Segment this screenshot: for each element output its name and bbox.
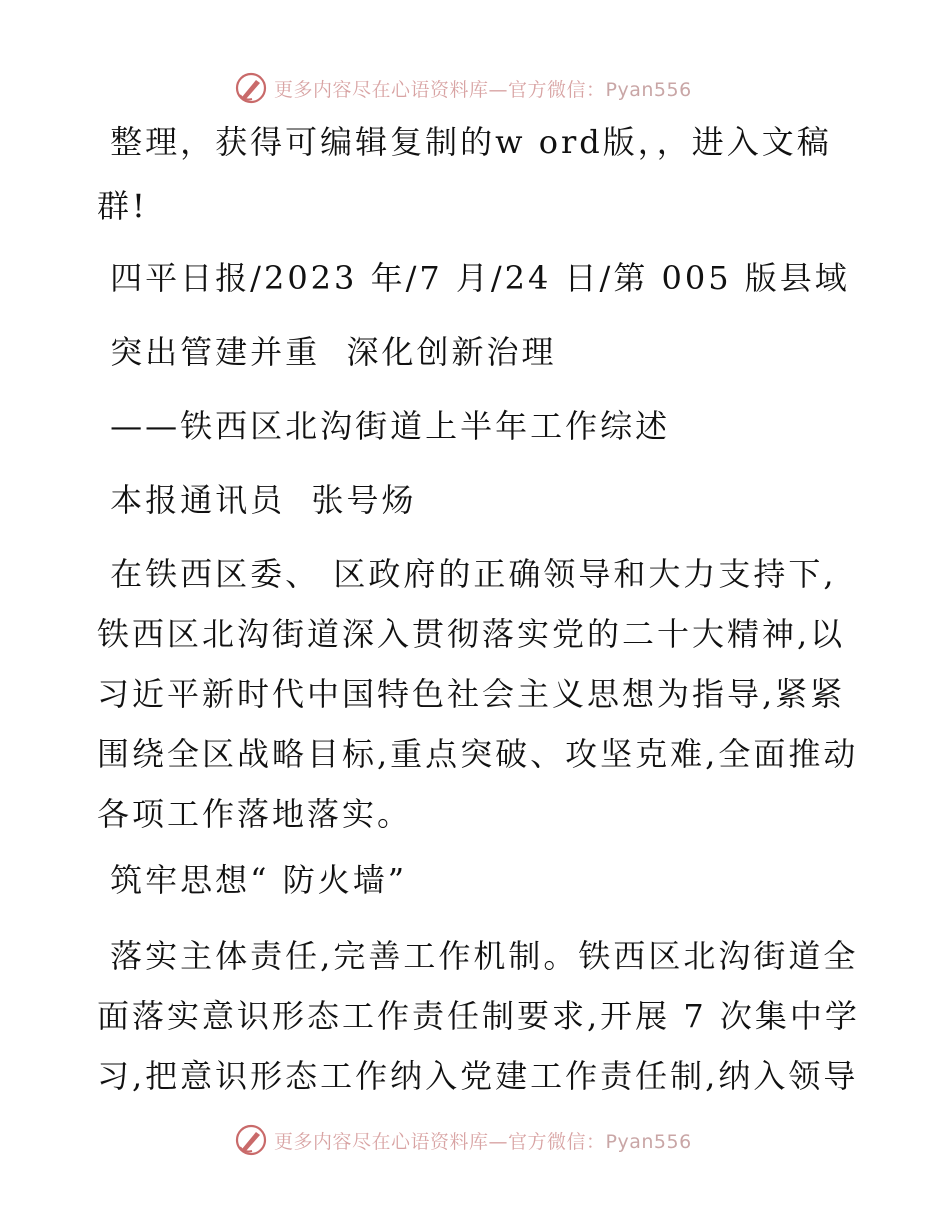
text-line: 铁西区北沟街道深入贯彻落实党的二十大精神,以 — [97, 615, 846, 653]
header-watermark — [234, 71, 692, 105]
text-line: 整理，获得可编辑复制的w ord版，，进入文稿 — [97, 123, 832, 161]
article-subtitle: ——铁西区北沟街道上半年工作综述 — [97, 407, 671, 445]
text-line: 习近平新时代中国特色社会主义思想为指导,紧紧 — [97, 675, 846, 713]
section-heading: 筑牢思想“ 防火墙” — [97, 861, 408, 899]
text-line: 习,把意识形态工作纳入党建工作责任制,纳入领导 — [97, 1057, 859, 1095]
watermark-text: 更多内容尽在心语资料库—官方微信：Pyan556 — [274, 1130, 692, 1153]
quill-pen-logo-icon — [234, 71, 268, 105]
byline: 本报通讯员 张号炀 — [97, 481, 417, 519]
text-line: 落实主体责任,完善工作机制。铁西区北沟街道全 — [97, 937, 859, 975]
text-line: 围绕全区战略目标,重点突破、攻坚克难,全面推动 — [97, 735, 859, 773]
text-line: 在铁西区委、 区政府的正确领导和大力支持下, — [97, 555, 837, 593]
text-line: 面落实意识形态工作责任制要求,开展 7 次集中学 — [97, 997, 860, 1035]
footer-watermark — [234, 1123, 692, 1157]
watermark-text: 更多内容尽在心语资料库—官方微信：Pyan556 — [274, 78, 692, 101]
article-title: 突出管建并重 深化创新治理 — [97, 333, 557, 371]
dateline: 四平日报/2023 年/7 月/24 日/第 005 版县域 — [97, 259, 850, 297]
quill-pen-logo-icon — [234, 1123, 268, 1157]
text-line: 各项工作落地落实。 — [97, 795, 413, 833]
text-line: 群! — [97, 187, 148, 225]
